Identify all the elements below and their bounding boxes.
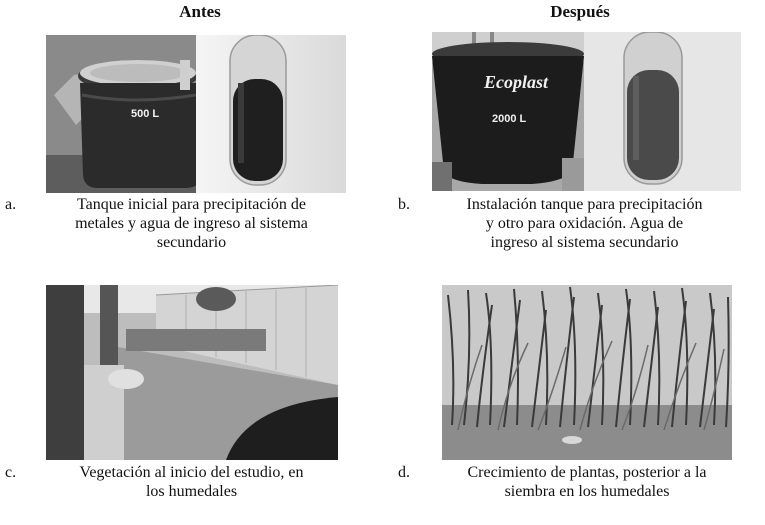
caption-c-line-1: Vegetación al inicio del estudio, en [79,464,304,481]
caption-a-line-1: Tanque inicial para precipitación de [77,196,306,213]
caption-a-letter: a. [5,196,17,213]
tank-label-500l: 500 L [131,108,160,120]
caption-d-line-2: siembra en los humedales [504,483,670,500]
tank-brand-ecoplast: Ecoplast [484,72,549,92]
photo-plant-growth [442,285,732,460]
photo-water-sample-before [196,35,346,193]
caption-a [5,195,350,252]
caption-b [398,195,743,252]
caption-a-line-2: metales y agua de ingreso al sistema [75,215,308,232]
caption-b-line-3: ingreso al sistema secundario [490,234,679,251]
photo-tank-2000l [432,32,584,191]
caption-c-line-2: los humedales [145,483,238,500]
caption-d [398,463,748,501]
photo-water-sample-after [584,32,741,191]
heading-after: Después [550,2,610,21]
tank-label-2000l: 2000 L [492,113,527,125]
caption-d-line-1: Crecimiento de plantas, posterior a la [467,464,707,481]
photo-tank-500l [46,35,196,193]
caption-b-letter: b. [398,196,410,213]
photo-vegetation-start [46,285,338,460]
caption-b-line-1: Instalación tanque para precipitación [466,196,703,213]
caption-a-line-3: secundario [156,234,227,251]
caption-d-letter: d. [398,464,410,481]
caption-c-letter: c. [5,464,17,481]
heading-before: Antes [179,2,221,21]
caption-c [5,463,350,501]
caption-b-line-2: y otro para oxidación. Agua de [485,215,684,232]
